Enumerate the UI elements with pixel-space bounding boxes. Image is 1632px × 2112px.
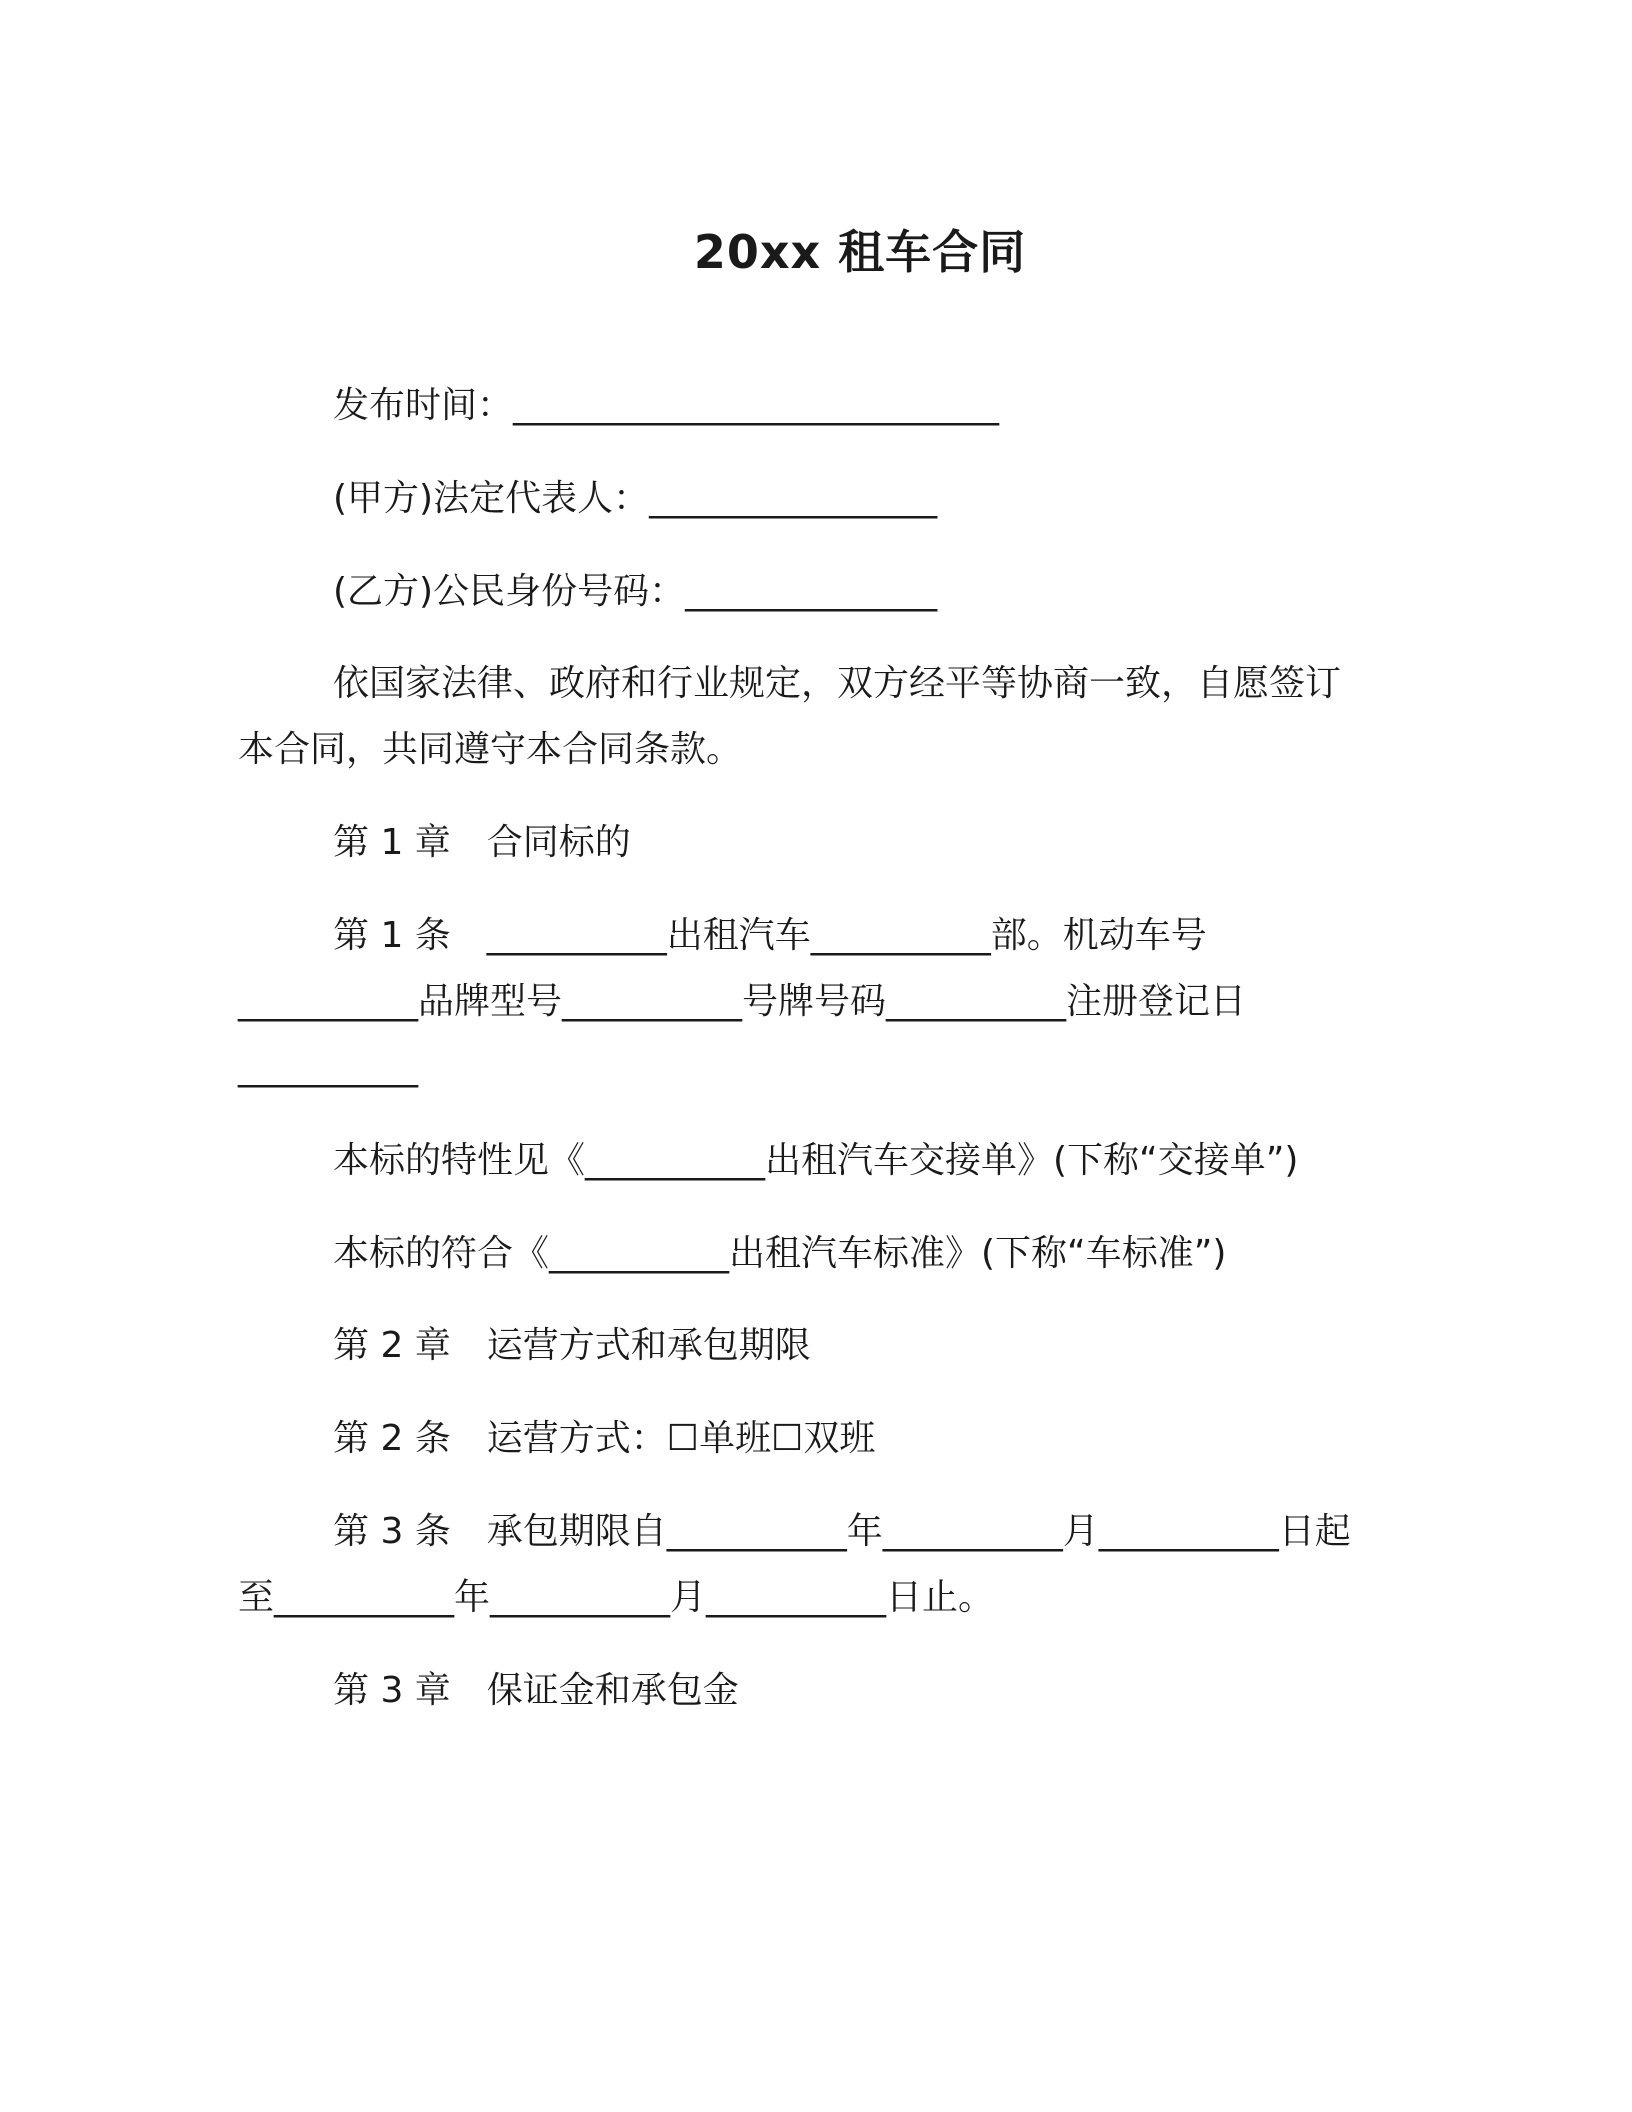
subject-standard-line: 本标的符合《__________出租汽车标准》(下称“车标准”) — [333, 1233, 1227, 1274]
article-1-line-2: __________品牌型号__________号牌号码__________注册登记日 — [238, 981, 1247, 1022]
party-b-line: (乙方)公民身份号码：______________ — [333, 571, 938, 612]
article-1-line-1: 第 1 条 __________出租汽车__________部。机动车号 — [333, 915, 1207, 956]
article-2-line: 第 2 条 运营方式：☐单班☐双班 — [333, 1418, 876, 1459]
article-1-line-3: __________ — [238, 1047, 418, 1088]
chapter-2-heading: 第 2 章 运营方式和承包期限 — [333, 1325, 811, 1366]
article-3-line-2: 至__________年__________月__________日止。 — [238, 1577, 995, 1618]
intro-paragraph-line-2: 本合同，共同遵守本合同条款。 — [238, 729, 743, 770]
article-3-line-1: 第 3 条 承包期限自__________年__________月__________日起 — [333, 1511, 1351, 1552]
subject-feature-line: 本标的特性见《__________出租汽车交接单》(下称“交接单”) — [333, 1140, 1299, 1181]
intro-paragraph-line-1: 依国家法律、政府和行业规定，双方经平等协商一致，自愿签订 — [333, 663, 1342, 704]
party-a-line: (甲方)法定代表人：________________ — [333, 478, 938, 519]
chapter-1-heading: 第 1 章 合同标的 — [333, 822, 631, 863]
chapter-3-heading: 第 3 章 保证金和承包金 — [333, 1670, 739, 1711]
document-title: 20xx 租车合同 — [693, 225, 1027, 279]
publish-time-line: 发布时间：___________________________ — [333, 385, 1000, 426]
